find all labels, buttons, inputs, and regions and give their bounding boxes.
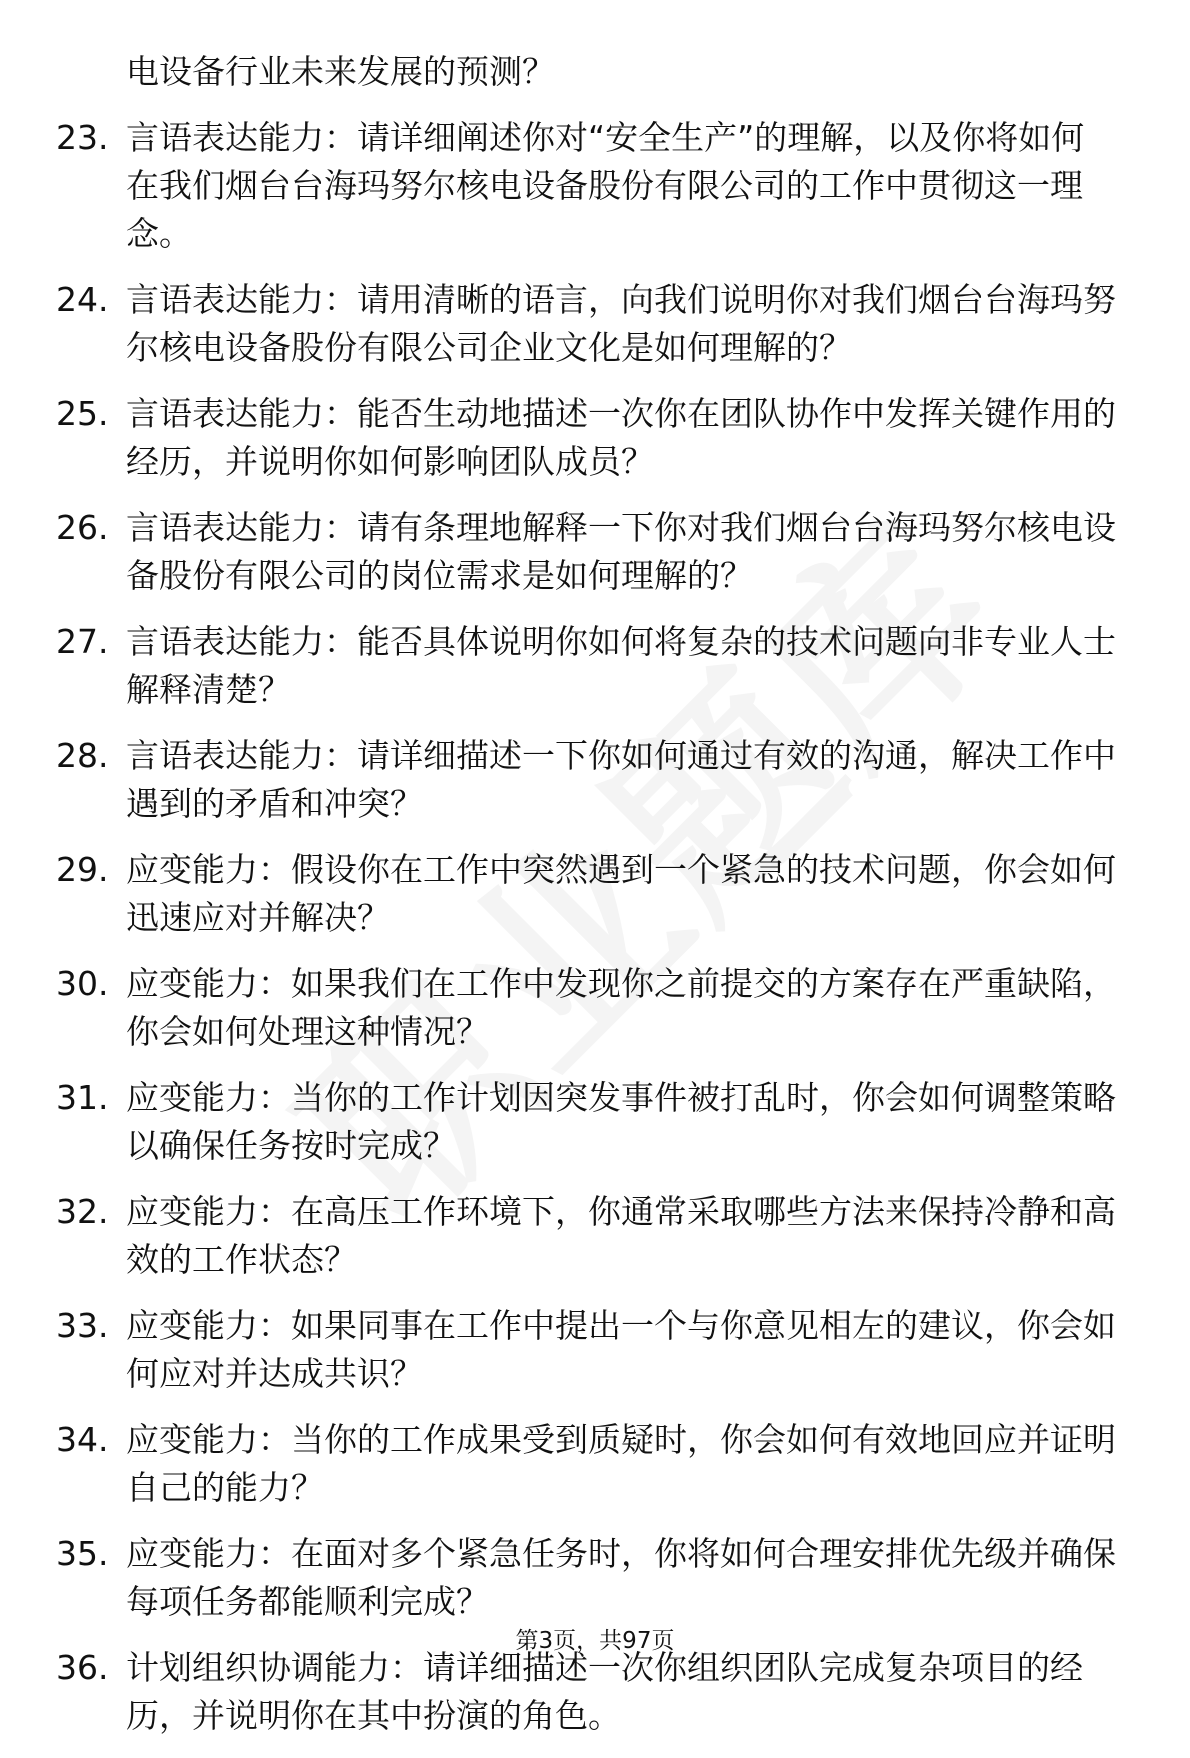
question-item [56,1530,1116,1626]
question-text: 言语表达能力：请详细描述一下你如何通过有效的沟通，解决工作中遇到的矛盾和冲突？ [126,736,1116,823]
question-text: 应变能力：当你的工作成果受到质疑时，你会如何有效地回应并证明自己的能力？ [126,1420,1116,1507]
question-text: 应变能力：如果我们在工作中发现你之前提交的方案存在严重缺陷，你会如何处理这种情况？ [126,964,1116,1051]
question-text: 言语表达能力：能否具体说明你如何将复杂的技术问题向非专业人士解释清楚？ [126,622,1116,709]
question-item [56,1074,1116,1170]
question-number: 36. [56,1648,109,1687]
question-number: 23. [56,118,109,157]
question-number: 32. [56,1192,109,1231]
question-text: 应变能力：在面对多个紧急任务时，你将如何合理安排优先级并确保每项任务都能顺利完成？ [126,1534,1116,1621]
question-item [56,1188,1116,1284]
question-text: 言语表达能力：能否生动地描述一次你在团队协作中发挥关键作用的经历，并说明你如何影响团队成员？ [126,394,1116,481]
question-item [56,960,1116,1056]
question-text: 应变能力：如果同事在工作中提出一个与你意见相左的建议，你会如何应对并达成共识？ [126,1306,1116,1393]
question-item [56,1644,1116,1740]
question-item [56,390,1116,486]
question-number: 24. [56,280,109,319]
question-number: 31. [56,1078,109,1117]
question-text: 应变能力：在高压工作环境下，你通常采取哪些方法来保持冷静和高效的工作状态？ [126,1192,1116,1279]
question-number: 26. [56,508,109,547]
question-item [56,1416,1116,1512]
question-number: 35. [56,1534,109,1573]
question-number: 34. [56,1420,109,1459]
continued-text: 电设备行业未来发展的预测？ [126,52,555,91]
question-number: 29. [56,850,109,889]
question-text: 应变能力：假设你在工作中突然遇到一个紧急的技术问题，你会如何迅速应对并解决？ [126,850,1116,937]
page-number: 第3页，共97页 [515,1628,675,1654]
question-item [56,276,1116,372]
question-item [56,618,1116,714]
question-number: 28. [56,736,109,775]
question-item [56,846,1116,942]
question-text: 言语表达能力：请有条理地解释一下你对我们烟台台海玛努尔核电设备股份有限公司的岗位需求是如何理解的？ [126,508,1116,595]
question-text: 言语表达能力：请用清晰的语言，向我们说明你对我们烟台台海玛努尔核电设备股份有限公司企业文化是如何理解的？ [126,280,1116,367]
question-text: 计划组织协调能力：请详细描述一次你组织团队完成复杂项目的经历，并说明你在其中扮演的角色。 [126,1648,1083,1735]
question-text: 应变能力：当你的工作计划因突发事件被打乱时，你会如何调整策略以确保任务按时完成？ [126,1078,1116,1165]
question-list [56,48,1116,1758]
question-item [56,114,1116,258]
question-number: 30. [56,964,109,1003]
question-number: 25. [56,394,109,433]
question-number: 27. [56,622,109,661]
question-item [56,504,1116,600]
question-item [56,732,1116,828]
question-text: 言语表达能力：请详细阐述你对“安全生产”的理解，以及你将如何在我们烟台台海玛努尔核电设备股份有限公司的工作中贯彻这一理念。 [126,118,1085,253]
question-number: 33. [56,1306,109,1345]
question-item [56,1302,1116,1398]
